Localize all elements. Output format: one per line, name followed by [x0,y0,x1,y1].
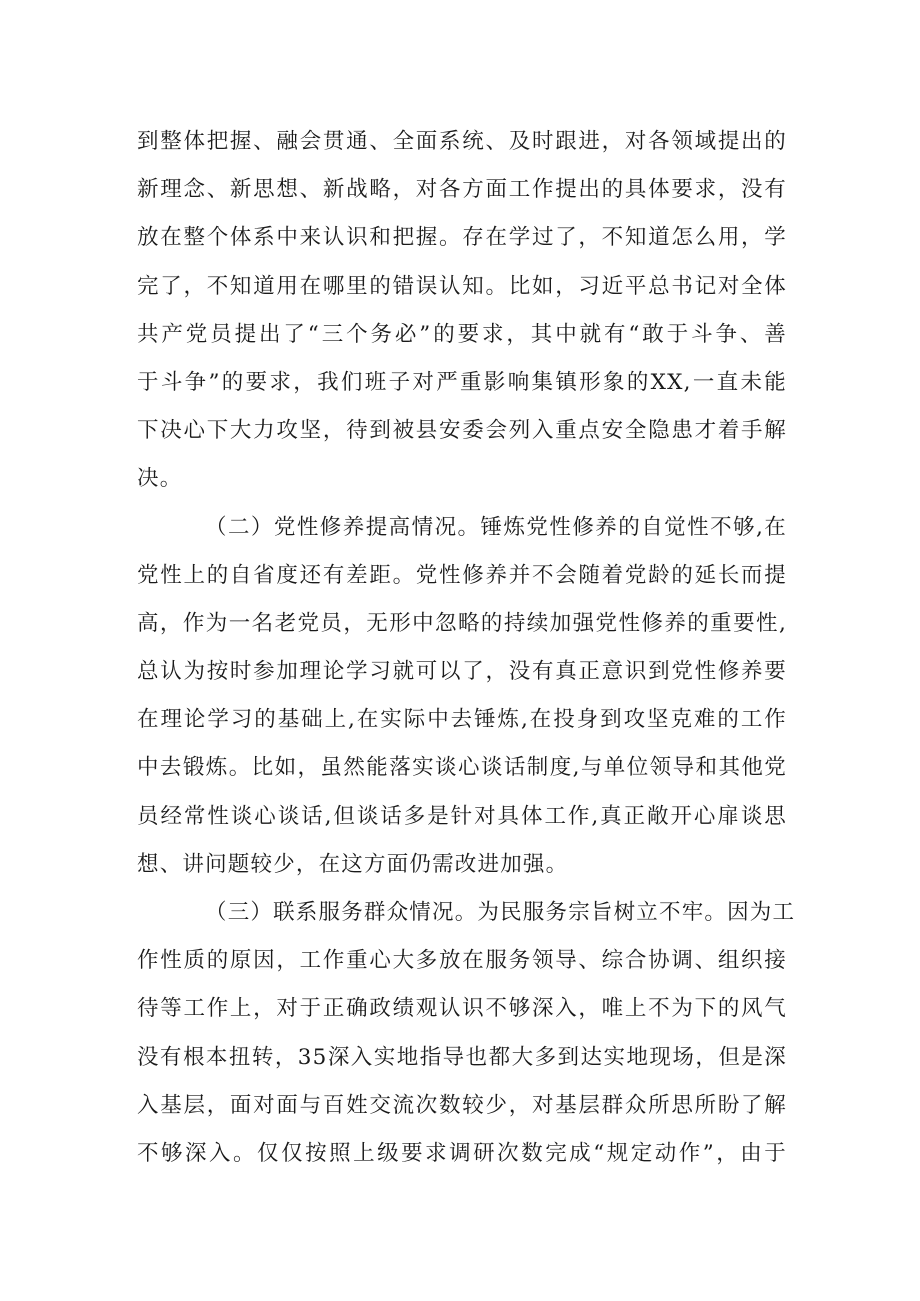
section-heading-line: （二）党性修养提高情况。锤炼党性修养的自觉性不够,在 [205,514,787,540]
text-line: 高，作为一名老党员，无形中忽略的持续加强党性修养的重要性, [137,610,787,636]
text-line: 下决心下大力攻坚，待到被县安委会列入重点安全隐患才着手解 [137,418,787,444]
text-line: 共产党员提出了“三个务必”的要求，其中就有“敢于斗争、善 [137,321,787,347]
text-line: 在理论学习的基础上,在实际中去锤炼,在投身到攻坚克难的工作 [137,707,787,733]
text-line: 总认为按时参加理论学习就可以了，没有真正意识到党性修养要 [137,659,787,685]
section-heading-line: （三）联系服务群众情况。为民服务宗旨树立不牢。因为工 [205,900,796,925]
text-line: 到整体把握、融会贯通、全面系统、及时跟进，对各领域提出的 [137,129,787,154]
text-line: 中去锻炼。比如，虽然能落实谈心谈话制度,与单位领导和其他党 [137,755,787,781]
text-line: 党性上的自省度还有差距。党性修养并不会随着党龄的延长而提 [137,562,787,588]
paragraph-continuation [137,118,787,504]
text-line: 决。 [137,466,183,492]
text-line: 不够深入。仅仅按照上级要求调研次数完成“规定动作”，由于 [137,1140,787,1166]
text-line: 放在整个体系中来认识和把握。存在学过了，不知道怎么用，学 [137,225,787,251]
text-line: 员经常性谈心谈话,但谈话多是针对具体工作,真正敞开心扉谈思 [137,803,787,829]
paragraph-section-3 [137,889,796,1178]
text-line: 没有根本扭转，35深入实地指导也都大多到达实地现场，但是深 [137,1044,787,1070]
paragraph-section-2 [137,504,787,890]
text-line: 新理念、新思想、新战略，对各方面工作提出的具体要求，没有 [137,177,787,203]
text-line: 待等工作上，对于正确政绩观认识不够深入，唯上不为下的风气 [137,996,787,1022]
text-line: 完了，不知道用在哪里的错误认知。比如，习近平总书记对全体 [137,273,787,299]
document-body [137,118,796,1178]
text-line: 作性质的原因，工作重心大多放在服务领导、综合协调、组织接 [137,948,787,974]
text-line: 入基层，面对面与百姓交流次数较少，对基层群众所思所盼了解 [137,1092,787,1118]
text-line: 于斗争”的要求，我们班子对严重影响集镇形象的XX,一直未能 [137,369,787,395]
text-line: 想、讲问题较少，在这方面仍需改进加强。 [137,851,569,877]
